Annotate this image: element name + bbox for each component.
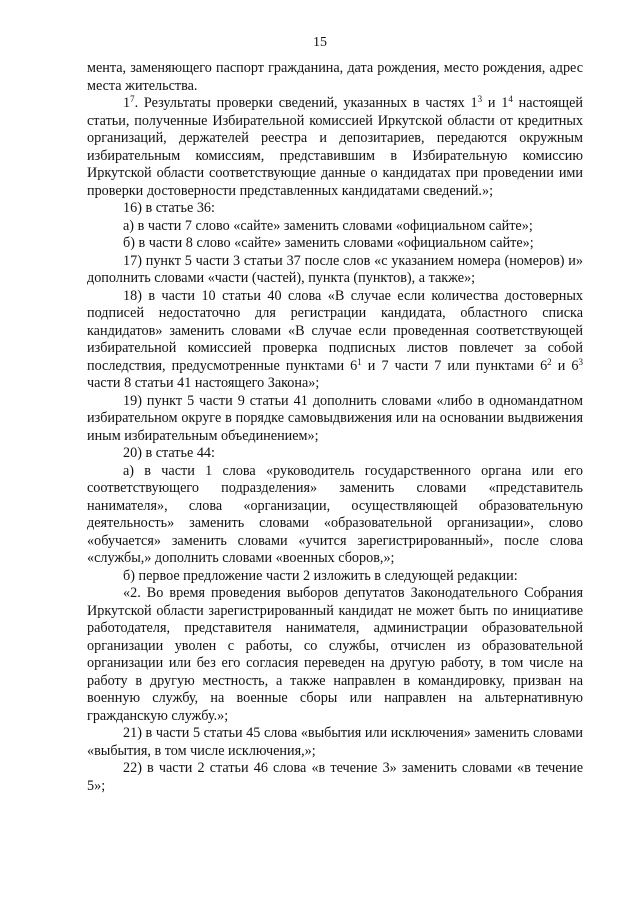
item-20: 20) в статье 44: [123, 445, 215, 461]
paragraph-continuation: мента, заменяющего паспорт гражданина, дата рождения, место рождения, адрес места жительства. [87, 60, 583, 94]
item-18: 18) в части 10 статьи 40 слова «В случае если количества достоверных подписей недостаточно для регистрации кандидата, областного списка кандидатов» заменить словами «В случае если проведенная соответствующей избирательной комиссией проверка подписных листов повлечет за собой последствия, предусмотренные пунктами $6^1$ и 7 части 7 или пунктами $6^2$ и $6^3$ части 8 статьи 41 настоящего Закона»; [87, 287, 584, 391]
item-20-b: б) первое предложение части 2 изложить в следующей редакции: [123, 567, 518, 584]
item-21: 21) в части 5 статьи 45 слова «выбытия или исключения» заменить словами «выбытия, в том числе исключения,»; [87, 725, 583, 759]
item-16-b: б) в части 8 слово «сайте» заменить словами «официальном сайте»; [123, 235, 534, 251]
item-16-a: а) в части 7 слово «сайте» заменить словами «официальном сайте»; [123, 217, 533, 234]
item-20-a: а) в части 1 слова «руководитель государственного органа или его соответствующего подразделения» заменить словами «представитель нанимателя», слова «организации, осуществляющей образовательную деятельность» заменить словами «образовательной организации», слово «обучается» заменить словами «учится зарегистрированный», после слова «службы,» дополнить словами «военных сборов,»; [87, 462, 583, 566]
item-20-b-text: «2. Во время проведения выборов депутатов Законодательного Собрания Иркутской области зарегистрированный кандидат не может быть по инициативе работодателя, представителя нанимателя, администрации образовательной организации уволен с работы, со службы, отчислен из образовательной организации или без его согласия переведен на другую работу, в том числе на работу в другую местность, а также направлен в командировку, призван на военную службу, на военные сборы или направлен на альтернативную гражданскую службу.»; [87, 585, 583, 724]
page-number: 15 [313, 35, 327, 50]
item-17: 17) пункт 5 части 3 статьи 37 после слов «с указанием номера (номеров) и» дополнить словами «части (частей), пункта (пунктов), а также»; [87, 252, 583, 286]
item-16: 16) в статье 36: [123, 200, 215, 216]
item-22: 22) в части 2 статьи 46 слова «в течение 3» заменить словами «в течение 5»; [87, 760, 583, 794]
paragraph-1-7: $1^7$. Результаты проверки сведений, указанных в частях $1^3$ и $1^4$ настоящей статьи, полученные Избирательной комиссией Иркутской области от кредитных организаций, держателей реестра и депозитариев, передаются окружным избирательным комиссиям, представившим в Избирательную комиссию Иркутской области соответствующие данные о кандидатах при проведении ими проверки достоверности представленных кандидатами сведений.»; [87, 94, 583, 199]
item-19: 19) пункт 5 части 9 статьи 41 дополнить словами «либо в одномандатном избирательном округе в порядке самовыдвижения или на основании выдвижения иным избирательным объединением»; [87, 392, 583, 444]
